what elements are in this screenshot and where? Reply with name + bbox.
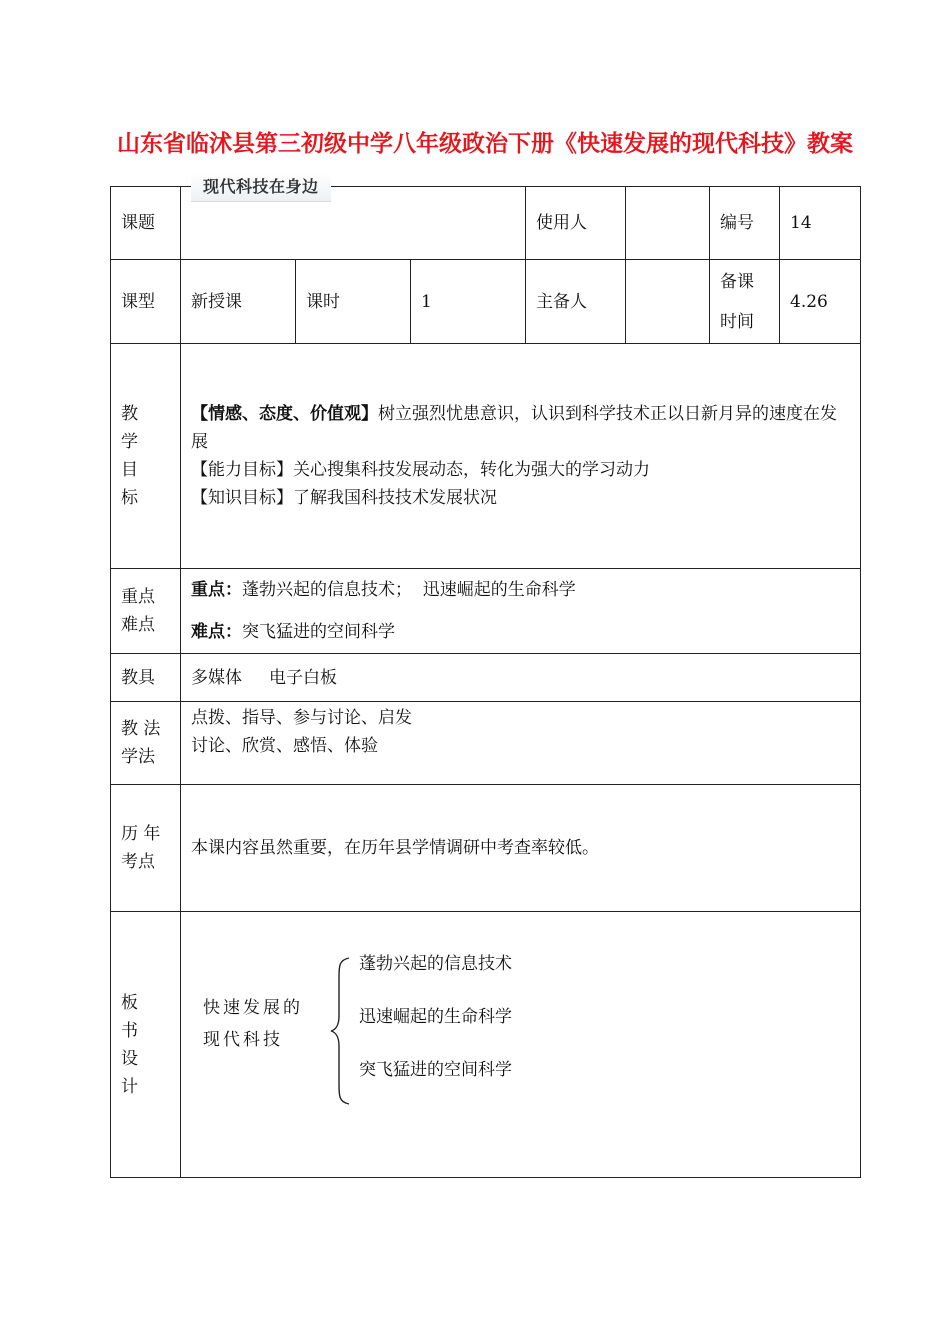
blackboard-item: 蓬勃兴起的信息技术 [359, 954, 512, 974]
exam-value: 本课内容虽然重要，在历年县学情调研中考查率较低。 [181, 785, 861, 912]
methods-label [111, 702, 181, 785]
row-type [111, 260, 861, 344]
prep-date-value: 4.26 [780, 260, 861, 344]
hours-label: 课时 [296, 260, 411, 344]
goals-label-char: 目 [121, 460, 138, 480]
ability-goal-tag: 【能力目标】 [191, 460, 293, 480]
blackboard-main-line2: 现代科技 [203, 1030, 283, 1050]
page-title: 山东省临沭县第三初级中学八年级政治下册《快速发展的现代科技》教案 [117, 131, 853, 157]
key-point [191, 569, 850, 611]
emotion-goal-tag: 【情感、态度、价值观】 [191, 404, 378, 424]
methods-line2: 讨论、欣赏、感悟、体验 [191, 736, 378, 756]
knowledge-goal-tag: 【知识目标】 [191, 488, 293, 508]
goals-label-char: 教 [121, 404, 138, 424]
goals-label [111, 344, 181, 569]
number-label: 编号 [710, 187, 780, 260]
tools-label: 教具 [111, 654, 181, 702]
blackboard-item: 突飞猛进的空间科学 [359, 1060, 512, 1080]
row-topic [111, 187, 861, 260]
hours-value: 1 [411, 260, 526, 344]
row-methods [111, 702, 861, 785]
curly-brace-icon [329, 956, 353, 1106]
keypoints-label-line2: 难点 [121, 615, 155, 635]
row-keypoints [111, 569, 861, 654]
methods-label-line2: 学法 [121, 747, 155, 767]
hard-point-tag: 难点： [191, 622, 242, 642]
blackboard-label [111, 912, 181, 1178]
topic-image-text: 现代科技在身边 [191, 173, 331, 202]
prep-date-label [710, 260, 780, 344]
goals-label-char: 标 [121, 488, 138, 508]
lesson-plan-table [110, 177, 861, 1178]
tools-value: 多媒体 电子白板 [181, 654, 861, 702]
type-value: 新授课 [181, 260, 296, 344]
knowledge-goal-text: 了解我国科技技术发展状况 [293, 488, 497, 508]
knowledge-goal [191, 484, 850, 512]
row-exam [111, 785, 861, 912]
prep-date-label-line1: 备课 [720, 271, 755, 292]
emotion-goal [191, 400, 850, 456]
hard-point-text: 突飞猛进的空间科学 [242, 622, 395, 642]
preparer-label: 主备人 [526, 260, 626, 344]
blackboard-label-char: 计 [121, 1076, 138, 1097]
hard-point [191, 611, 850, 653]
keypoints-content [181, 569, 861, 654]
user-value [626, 187, 710, 260]
methods-label-line1: 教 法 [121, 719, 161, 739]
exam-label [111, 785, 181, 912]
exam-label-line1: 历 年 [121, 824, 161, 844]
number-value: 14 [780, 187, 861, 260]
prep-date-label-line2: 时间 [720, 311, 755, 332]
goals-label-char: 学 [121, 432, 138, 452]
goals-content [181, 344, 861, 569]
key-point-text: 蓬勃兴起的信息技术； 迅速崛起的生命科学 [242, 580, 576, 600]
keypoints-label [111, 569, 181, 654]
methods-content [181, 702, 861, 785]
row-goals [111, 344, 861, 569]
emotion-goal-text: 树立强烈忧患意识，认识到科学技术正以日新月异的速度在发展 [191, 404, 837, 452]
keypoints-label-line1: 重点 [121, 587, 155, 607]
blackboard-label-char: 书 [121, 1020, 138, 1041]
methods-line1: 点拨、指导、参与讨论、启发 [191, 708, 412, 728]
blackboard-content [181, 912, 861, 1178]
ability-goal-text: 关心搜集科技发展动态，转化为强大的学习动力 [293, 460, 650, 480]
blackboard-label-char: 板 [121, 992, 138, 1013]
blackboard-main-line1: 快速发展的 [203, 998, 303, 1018]
blackboard-design [181, 912, 860, 1176]
topic-label: 课题 [111, 187, 181, 260]
user-label: 使用人 [526, 187, 626, 260]
type-label: 课型 [111, 260, 181, 344]
blackboard-main-topic [203, 992, 323, 1056]
key-point-tag: 重点： [191, 580, 242, 600]
row-blackboard [111, 912, 861, 1178]
ability-goal [191, 456, 850, 484]
topic-cell [181, 177, 526, 260]
blackboard-label-char: 设 [121, 1048, 138, 1069]
exam-label-line2: 考点 [121, 852, 155, 872]
row-tools [111, 654, 861, 702]
blackboard-item: 迅速崛起的生命科学 [359, 1007, 512, 1027]
preparer-value [626, 260, 710, 344]
